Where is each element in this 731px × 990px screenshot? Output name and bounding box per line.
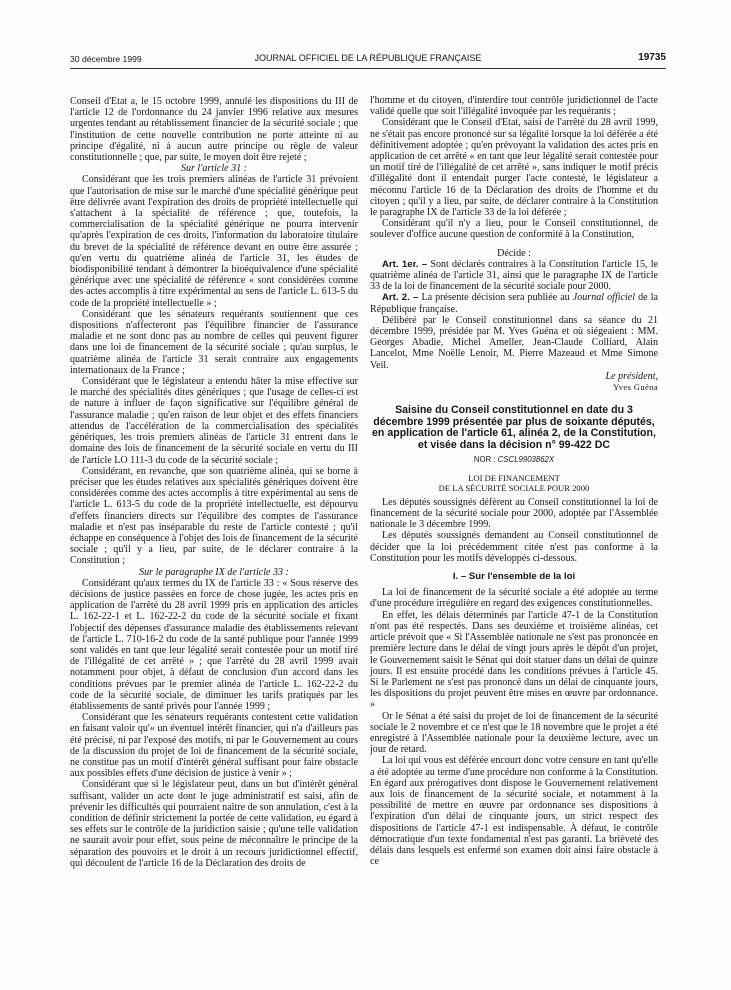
- paragraph: Considérant que le législateur a entendu hâter la mise effective sur le marché des spécialités dites génériques ; que l'usage de celles-ci est de nature à influer de façon significative sur l'équilibre général de l'assurance maladie ; qu'en raison de leur objet et des effets financiers attendus de l'accélération de la commercialisation des spécialités génériques, les trois premiers alinéas de l'article 31 entrent dans le domaine des lois de financement de la sécurité sociale en vertu du III de l'article LO 111-3 du code de la sécurité sociale ;: [70, 376, 358, 466]
- paragraph: Conseil d'Etat a, le 15 octobre 1999, annulé les dispositions du III de l'article 12 de l'ordonnance du 24 janvier 1996 relative aux mesures urgentes tendant au rétablissement financier de la sécurité sociale ; que l'institution de cette nouvelle contribution ne porte atteinte ni au principe d'égalité, ni à aucun autre principe ou règle de valeur constitutionnelle ; que, par suite, le moyen doit être rejeté ;: [70, 96, 358, 164]
- signature-name: Yves Guéna: [613, 382, 658, 393]
- nor-label: NOR :: [473, 454, 496, 464]
- page-number: 19735: [638, 52, 666, 63]
- journal-officiel-italic: Journal officiel: [572, 292, 636, 304]
- paragraph: Les députés soussignés défèrent au Conseil constitutionnel la loi de financement de la sécurité sociale pour 2000, adoptée par l'Assemblée nationale le 3 décembre 1999.: [370, 496, 658, 531]
- paragraph: Considérant que les trois premiers alinéas de l'article 31 prévoient que l'autorisation de mise sur le marché d'une spécialité générique peut être délivrée avant l'expiration des droits de propriété intellectuelle qui s'attachent à la spécialité de référence ; que, toutefois, la commercialisation de la spécialité générique ne pourra intervenir qu'après l'expiration de ces droits, l'information du laboratoire titulaire du brevet de la spécialité de référence devant en outre être assurée ; qu'en vertu du quatrième alinéa de l'article 31, les études de biodisponibilité tendant à démontrer la bioéquivalence d'une spécialité générique avec une spécialité de référence « sont considérées comme des actes accomplis à titre expérimental au sens de l'article L. 613-5 du code de la propriété intellectuelle » ;: [70, 174, 358, 309]
- section-heading: Sur le paragraphe IX de l'article 33 :: [139, 566, 289, 578]
- section-heading: Sur l'article 31 :: [180, 163, 248, 175]
- paragraph: La loi qui vous est déférée encourt donc votre censure en tant qu'elle a été adoptée au terme d'une procédure non conforme à la Constitution. En égard aux prérogatives dont dispose le Gouvernement relativement aux lois de financement de la sécurité sociale, et notamment à la possibilité de mettre en œuvre par ordonnance ses dispositions à l'expiration d'un délai de cinquante jours, un strict respect des dispositions de l'article 47-1 est indispensable. À défaut, le contrôle démocratique d'un texte fondamental n'est pas garanti. La brièveté des délais dans lesquels est enfermé son examen doit ainsi faire obstacle à ce: [370, 755, 658, 868]
- article-2-text-end: de la République française.: [370, 292, 658, 315]
- left-column: [70, 96, 358, 869]
- paragraph: Considérant qu'aux termes du IX de l'article 33 : « Sous réserve des décisions de justice passées en force de chose jugée, les actes pris en application de l'arrêté du 28 avril 1999 pris en application des articles L. 162-22-1 et L. 162-22-2 du code de la sécurité sociale et fixant l'objectif des dépenses d'assurance maladie des établissements relevant de l'article L. 710-16-2 du code de la santé publique pour l'année 1999 sont validés en tant que leur légalité serait contestée pour un motif tiré de l'illégalité de cet arrêté » ; que l'arrêté du 28 avril 1999 avait notamment pour objet, à défaut de conclusion d'un accord dans les conditions prévues par le premier alinéa de l'article L. 162-22-2 du code de la sécurité sociale, de diminuer les tarifs pratiqués par les établissements de santé privés pour l'année 1999 ;: [70, 577, 358, 712]
- paragraph: Considérant que les sénateurs requérants soutiennent que ces dispositions n'affecteront pas l'équilibre financier de l'assurance maladie et ne sont donc pas au nombre de celles qui peuvent figurer dans une loi de financement de la sécurité sociale ; qu'au surplus, le quatrième alinéa de l'article 31 serait contraire aux engagements internationaux de la France ;: [70, 308, 358, 376]
- paragraph: La loi de financement de la sécurité sociale a été adoptée au terme d'une procédure irrégulière en regard des exigences constitutionnelles.: [370, 587, 658, 610]
- paragraph: Considérant que les sénateurs requérants contestent cette validation en faisant valoir qu'« un éventuel intérêt financier, qui n'a d'ailleurs pas été précisé, ni par l'exposé des motifs, ni par le Gouvernement au cours de la discussion du projet de loi de financement de la sécurité sociale, ne constitue pas un motif d'intérêt général suffisant pour faire obstacle aux possibles effets d'une décision de justice à venir » ;: [70, 712, 358, 780]
- saisine-title: Saisine du Conseil constitutionnel en date du 3 décembre 1999 présentée par plus de soixante députés, en application de l'article 61, alinéa 2, de la Constitution, et visée dans la décision n° 99-422 DC: [372, 404, 656, 452]
- paragraph: Les députés soussignés demandent au Conseil constitutionnel de décider que la loi précédemment citée n'est pas conforme à la Constitution pour les motifs développés ci-dessous.: [370, 530, 658, 564]
- paragraph: En effet, les délais déterminés par l'article 47-1 de la Constitution n'ont pas été respectés. Dans ses deuxième et troisième alinéas, cet article prévoit que « Si l'Assemblée nationale ne s'est pas prononcée en première lecture dans le délai de vingt jours après le dépôt d'un projet, le Gouvernement saisit le Sénat qui doit statuer dans un délai de quinze jours. Il est ensuite procédé dans les conditions prévues à l'article 45. Si le Parlement ne s'est pas prononcé dans un délai de cinquante jours, les dispositions du projet peuvent être mises en œuvre par ordonnance. »: [370, 609, 658, 711]
- paragraph: Considérant, en revanche, que son quatrième alinéa, qui se borne à préciser que les études relatives aux spécialités génériques doivent être considérées comme des actes accomplis à titre expérimental au sens de l'article L. 613-5 du code de la propriété intellectuelle, est dépourvu d'effets financiers directs sur l'équilibre des comptes de l'assurance maladie et n'est pas inséparable du reste de l'article contesté ; qu'il échappe en conséquence à l'objet des lois de financement de la sécurité sociale ; qu'il y a lieu, par suite, de le déclarer contraire à la Constitution ;: [70, 465, 358, 567]
- decide-heading: Décide :: [497, 247, 531, 259]
- signature-title: Le président,: [605, 370, 658, 382]
- nor-reference: [370, 454, 658, 465]
- law-title-line-2: DE LA SÉCURITÉ SOCIALE POUR 2000: [438, 482, 590, 493]
- article-2: [370, 292, 658, 314]
- paragraph: Considérant que si le législateur peut, dans un but d'intérêt général suffisant, valider un acte dont le juge administratif est saisi, afin de prévenir les difficultés qui pourraient naître de son annulation, c'est à la condition de définir strictement la portée de cette validation, eu égard à ses effets sur le contrôle de la juridiction saisie ; qu'une telle validation ne saurait avoir pour effet, sous peine de méconnaître le principe de la séparation des pouvoirs et le droit à un recours juridictionnel effectif, qui découlent de l'article 16 de la Déclaration des droits de: [70, 779, 358, 869]
- paragraph: Considérant que le Conseil d'Etat, saisi de l'arrêté du 28 avril 1999, ne s'était pas encore prononcé sur sa légalité lorsque la loi déférée a été définitivement adoptée ; qu'en prévoyant la validation des actes pris en application de cet arrêté « en tant que leur légalité serait contestée pour un motif tiré de l'illégalité de cet arrêté », sans indiquer le motif précis d'illégalité dont il entendait purger l'acte contesté, le législateur a méconnu l'article 16 de la Déclaration des droits de l'homme et du citoyen ; qu'il y a lieu, par suite, de déclarer contraire à la Constitution le paragraphe IX de l'article 33 de la loi déférée ;: [370, 117, 658, 219]
- nor-code: CSCL9903862X: [497, 454, 555, 464]
- paragraph: Or le Sénat a été saisi du projet de loi de financement de la sécurité sociale le 2 novembre et ce n'est que le 18 novembre que le projet a été enregistré à l'Assemblée nationale pour la deuxième lecture, avec un jour de retard.: [370, 710, 658, 756]
- article-2-label: Art. 2. –: [382, 292, 419, 304]
- article-1-text: Sont déclarés contraires à la Constitution l'article 15, le quatrième alinéa de l'article 31, ainsi que le paragraphe IX de l'article 33 de la loi de financement de la sécurité sociale pour 2000.: [370, 258, 659, 293]
- law-title-line-1: LOI DE FINANCEMENT: [468, 472, 560, 483]
- paragraph: l'homme et du citoyen, d'interdire tout contrôle juridictionnel de l'acte validé quelle que soit l'illégalité invoquée par les requérants ;: [370, 95, 658, 118]
- header-date: 30 décembre 1999: [70, 54, 142, 64]
- article-1: [370, 259, 658, 293]
- paragraph: Considérant qu'il n'y a lieu, pour le Conseil constitutionnel, de soulever d'office aucune question de conformité à la Constitution,: [370, 218, 658, 241]
- right-column: [370, 95, 658, 867]
- page-header: [70, 52, 666, 69]
- law-title: [370, 473, 658, 493]
- section-title: I. – Sur l'ensemble de la loi: [452, 571, 576, 583]
- header-journal-title: JOURNAL OFFICIEL DE LA RÉPUBLIQUE FRANÇAISE: [254, 53, 482, 63]
- article-1-label: Art. 1er. –: [382, 258, 428, 270]
- article-2-text: La présente décision sera publiée au: [421, 292, 570, 304]
- paragraph: Délibéré par le Conseil constitutionnel dans sa séance du 21 décembre 1999, présidée par M. Yves Guéna et où siégeaient : MM. Georges Abadie, Michel Ameller, Jean-Claude Colliard, Alain Lancelot, Mme Noëlle Lenoir, M. Pierre Mazeaud et Mme Simone Veil.: [370, 314, 658, 371]
